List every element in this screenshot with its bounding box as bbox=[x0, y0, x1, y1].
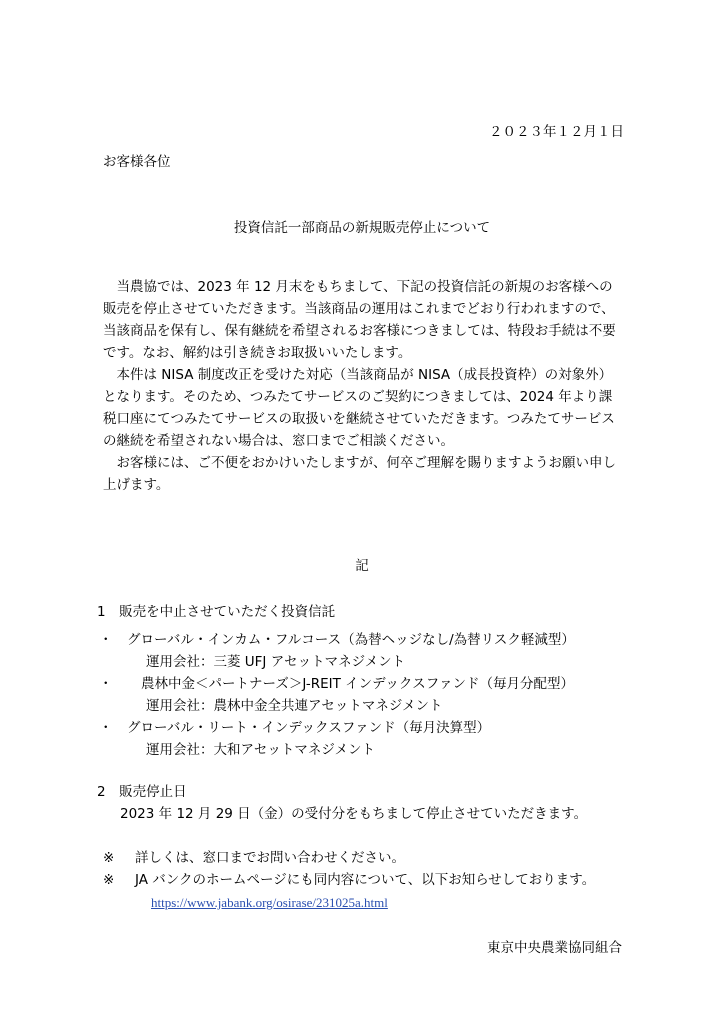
fund-3-name: グローバル・リート・インデックスファンド（毎月決算型） bbox=[127, 720, 491, 736]
section2-text: 2023 年 12 月 29 日（金）の受付分をもちまして停止させていただきます。 bbox=[120, 806, 588, 822]
fund-1-company: 運用会社：三菱 UFJ アセットマネジメント bbox=[146, 654, 406, 670]
note-1-mark: ※ bbox=[103, 850, 115, 866]
note-2-text: JA バンクのホームページにも同内容について、以下お知らせしております。 bbox=[135, 872, 596, 888]
document-date: ２０２３年１２月１日 bbox=[489, 124, 624, 140]
body-paragraph-3: お客様には、ご不便をおかけいたしますが、何卒ご理解を賜りますようお願い申し上げます。 bbox=[103, 455, 616, 493]
fund-2-bullet: ・ bbox=[99, 676, 113, 692]
issuer-name: 東京中央農業協同組合 bbox=[487, 940, 622, 956]
fund-2-company: 運用会社：農林中金全共連アセットマネジメント bbox=[146, 698, 443, 714]
body-text bbox=[103, 276, 625, 496]
note-1-text: 詳しくは、窓口までお問い合わせください。 bbox=[135, 850, 405, 866]
section2-heading: 2 販売停止日 bbox=[97, 784, 187, 800]
note-2-mark: ※ bbox=[103, 872, 115, 888]
fund-3-company: 運用会社：大和アセットマネジメント bbox=[146, 742, 375, 758]
body-paragraph-2: 本件は NISA 制度改正を受けた対応（当該商品が NISA（成長投資枠）の対象外）となります。そのため、つみたてサービスのご契約につきましては、2024 年より課税口座にてつみたてサービスの取扱いを継続させていただきます。つみたてサービスの継続を希望されない場合は、窓口までご相談ください。 bbox=[103, 367, 615, 449]
section1-heading: 1 販売を中止させていただく投資信託 bbox=[97, 604, 336, 620]
page-title: 投資信託一部商品の新規販売停止について bbox=[233, 220, 491, 236]
body-paragraph-1: 当農協では、2023 年 12 月末をもちまして、下記の投資信託の新規のお客様への販売を停止させていただきます。当該商品の運用はこれまでどおり行われますので、当該商品を保有し、保有継続を希望されるお客様につきましては、特段お手続は不要です。なお、解約は引き続きお取扱いいたします。 bbox=[103, 279, 616, 361]
ki-label: 記 bbox=[355, 558, 369, 574]
recipient: お客様各位 bbox=[103, 154, 171, 170]
jabank-notice-link[interactable]: https://www.jabank.org/osirase/231025a.html bbox=[151, 895, 388, 910]
fund-1-name: グローバル・インカム・フルコース（為替ヘッジなし/為替リスク軽減型） bbox=[127, 632, 575, 648]
fund-2-name: 農林中金＜パートナーズ＞J-REIT インデックスファンド（毎月分配型） bbox=[141, 676, 574, 692]
fund-3-bullet: ・ bbox=[99, 720, 113, 736]
fund-1-bullet: ・ bbox=[99, 632, 113, 648]
